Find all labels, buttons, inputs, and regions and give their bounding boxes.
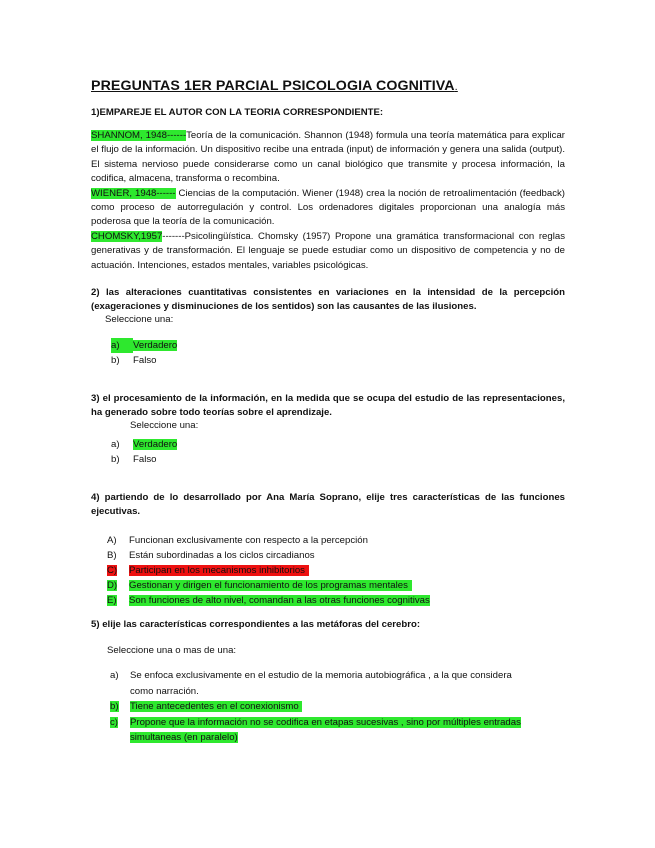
q3-option-a[interactable]: a) Verdadero [111,439,178,451]
q3-option-b-text: Falso [133,454,157,466]
q4-option-b-text: Están subordinadas a los ciclos circadianos [129,550,315,562]
q1-text-shannon: Teoría de la comunicación. Shannon (1948) formula una teoría matemática para explicar el flujo de la información. Un dispositivo recibe una entrada (input) de información y genera una salida (output). El sistema nervioso puede considerarse como un canal biológico que transmite y procesa información, la codifica, almacena, transforma o recombina. [91,130,565,185]
q1-item-wiener [91,187,565,230]
question-3-prompt: 3) el procesamiento de la información, en la medida que se ocupa del estudio de las representaciones, ha generado sobre todo teorías sobre el aprendizaje. [91,393,565,419]
q4-option-a[interactable]: A) Funcionan exclusivamente con respecto a la percepción [91,533,565,548]
q1-text-wiener: Ciencias de la computación. Wiener (1948) crea la noción de retroalimentación (feedback) como proceso de autorregulación y control. Los ordenadores digitales proporcionan una analogía más poderosa que la teoría de la comunicación. [91,187,566,228]
question-4 [91,491,565,608]
q4-option-b[interactable]: B) Están subordinadas a los ciclos circadianos [91,548,565,563]
question-4-prompt: 4) partiendo de lo desarrollado por Ana María Soprano, elije tres características de las funciones ejecutivas. [91,492,565,518]
q4-option-e-text: Son funciones de alto nivel, comandan a las otras funciones cognitivas [129,595,430,607]
q5-option-c-text: Propone que la información no se codifica en etapas sucesivas , sino por múltiples entradas [130,716,521,728]
q4-option-d-text: Gestionan y dirigen el funcionamiento de los programas mentales [129,580,412,591]
q5-option-a-text: Se enfoca exclusivamente en el estudio de la memoria autobiográfica , a la que considera [130,670,512,682]
q1-text-chomsky: -------Psicolingüística. Chomsky (1957) Propone una gramática transformacional con reglas generativas y de transformación. El lenguaje se puede estudiar como un dispositivo de competencia y no de actuación. Intenciones, estados mentales, variables psicológicas. [91,230,565,271]
q5-option-b-text: Tiene antecedentes en el conexionismo [130,701,302,712]
q5-option-b[interactable]: b) Tiene antecedentes en el conexionismo [91,699,565,715]
q4-option-d[interactable]: D) Gestionan y dirigen el funcionamiento de los programas mentales [91,578,565,593]
q3-option-a-text: Verdadero [133,439,178,451]
q1-item-chomsky [91,230,565,273]
question-3-options [91,437,565,467]
question-3-select-label: Seleccione una: [130,420,199,432]
q5-option-c-text-cont: simultaneas (en paralelo) [130,732,238,744]
q5-option-c[interactable]: c) Propone que la información no se codifica en etapas sucesivas , sino por múltiples entradas simultaneas (en paralelo) [110,716,521,744]
q4-option-c-text: Participan en los mecanismos inhibitorios [129,565,309,576]
question-2-select-label: Seleccione una: [105,314,174,326]
document-content [91,78,565,746]
q2-option-b-text: Falso [133,355,157,367]
q1-author-shannon: SHANNOM, 1948------ [91,130,187,141]
question-2-options [91,338,565,368]
q2-option-b[interactable]: b) Falso [91,353,565,368]
q4-option-c[interactable]: C) Participan en los mecanismos inhibitorios [91,563,565,578]
q2-option-a[interactable]: a) Verdadero [111,340,178,352]
question-1 [91,107,565,273]
q5-option-a-text-cont: como narración. [130,685,199,697]
question-2-prompt: 2) las alteraciones cuantitativas consistentes en variaciones en la intensidad de la percepción (exageraciones y disminuciones de los sentidos) son las causantes de las ilusiones. [91,287,565,313]
q5-option-a[interactable]: a) Se enfoca exclusivamente en el estudio de la memoria autobiográfica , a la que considera como narración. [91,668,565,699]
q2-option-a-text: Verdadero [133,340,178,352]
question-1-heading: 1)EMPAREJE EL AUTOR CON LA TEORIA CORRESPONDIENTE: [91,107,384,118]
question-5-select-label: Seleccione una o mas de una: [107,645,237,657]
q1-author-chomsky: CHOMSKY,1957 [91,230,163,242]
q1-author-wiener: WIENER, 1948------ [91,187,176,199]
question-5-options [91,668,565,746]
q3-option-b[interactable]: b) Falso [91,452,565,467]
q1-item-shannon [91,129,565,187]
question-2 [91,286,565,368]
page-title: PREGUNTAS 1ER PARCIAL PSICOLOGIA COGNITIVA. [91,78,458,94]
q4-option-e[interactable]: E) Son funciones de alto nivel, comandan a las otras funciones cognitivas [107,595,430,607]
question-3 [91,392,565,467]
question-4-options [91,533,565,608]
question-5-prompt: 5) elije las características correspondientes a las metáforas del cerebro: [91,619,421,631]
q4-option-a-text: Funcionan exclusivamente con respecto a la percepción [129,535,368,547]
question-5 [91,618,565,746]
